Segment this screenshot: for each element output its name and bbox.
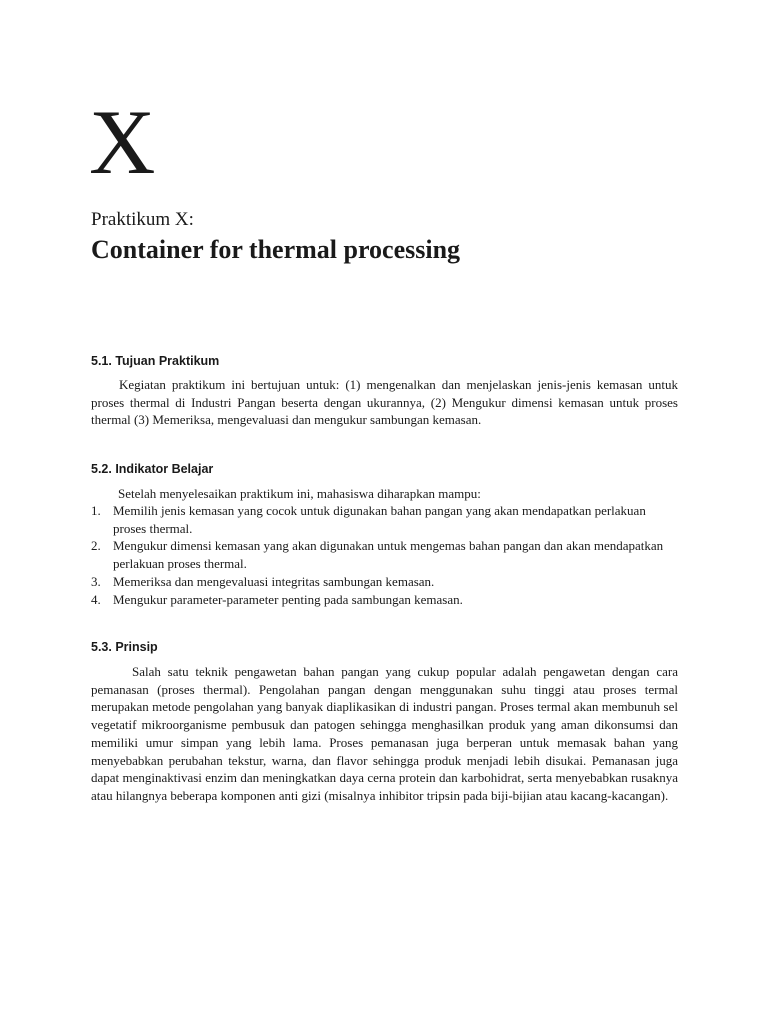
section-paragraph-prinsip: Salah satu teknik pengawetan bahan pangan yang cukup popular adalah pengawetan dengan cara pemanasan (proses thermal). Pengolahan pangan dengan menggunakan suhu tinggi atau proses termal merupakan metode pengolahan yang banyak diaplikasikan di industri pangan. Proses termal akan membunuh sel vegetatif mikroorganisme pembusuk dan patogen sehingga menghasilkan produk yang aman dikonsumsi dan memiliki umur simpan yang lebih lama. Proses pemanasan juga berperan untuk memasak bahan yang menyebabkan perubahan tekstur, warna, dan flavor sehingga produk menjadi lebih disukai. Pemanasan juga dapat menginaktivasi enzim dan meningkatkan daya cerna protein dan karbohidrat, serta menyebabkan rusaknya atau hilangnya beberapa komponen anti gizi (misalnya inhibitor tripsin pada biji-bijian atau kacang-kacangan).: [91, 664, 678, 803]
list-item-number: 2.: [91, 538, 101, 554]
chapter-kicker: Praktikum X:: [91, 209, 194, 230]
section-heading-tujuan: 5.1. Tujuan Praktikum: [91, 354, 220, 368]
list-item-number: 3.: [91, 573, 101, 589]
list-item: [91, 573, 681, 591]
list-item-text: Memilih jenis kemasan yang cocok untuk digunakan bahan pangan yang akan mendapatkan perlakuan proses thermal.: [113, 503, 646, 536]
list-item-number: 4.: [91, 591, 101, 607]
chapter-letter: X: [89, 91, 156, 193]
section-heading-indikator: 5.2. Indikator Belajar: [91, 462, 214, 476]
indikator-list: [91, 502, 681, 608]
list-item: [91, 537, 681, 572]
section-intro-indikator: Setelah menyelesaikan praktikum ini, mahasiswa diharapkan mampu:: [118, 486, 481, 501]
list-item-text: Mengukur dimensi kemasan yang akan digunakan untuk mengemas bahan pangan dan akan mendapatkan perlakuan proses thermal.: [113, 538, 664, 572]
section-paragraph-tujuan: Kegiatan praktikum ini bertujuan untuk: (1) mengenalkan dan menjelaskan jenis-jenis kemasan untuk proses thermal di Industri Pangan beserta dengan ukurannya, (2) Mengukur dimensi kemasan untuk proses thermal (3) Memeriksa, mengevaluasi dan mengukur sambungan kemasan.: [91, 377, 678, 428]
list-item-text: Memeriksa dan mengevaluasi integritas sambungan kemasan.: [113, 573, 435, 589]
list-item: [91, 502, 681, 537]
chapter-title: Container for thermal processing: [91, 235, 461, 264]
list-item: [91, 591, 681, 609]
section-heading-prinsip: 5.3. Prinsip: [91, 640, 158, 654]
list-item-number: 1.: [91, 503, 101, 518]
list-item-text: Mengukur parameter-parameter penting pada sambungan kemasan.: [113, 591, 463, 607]
